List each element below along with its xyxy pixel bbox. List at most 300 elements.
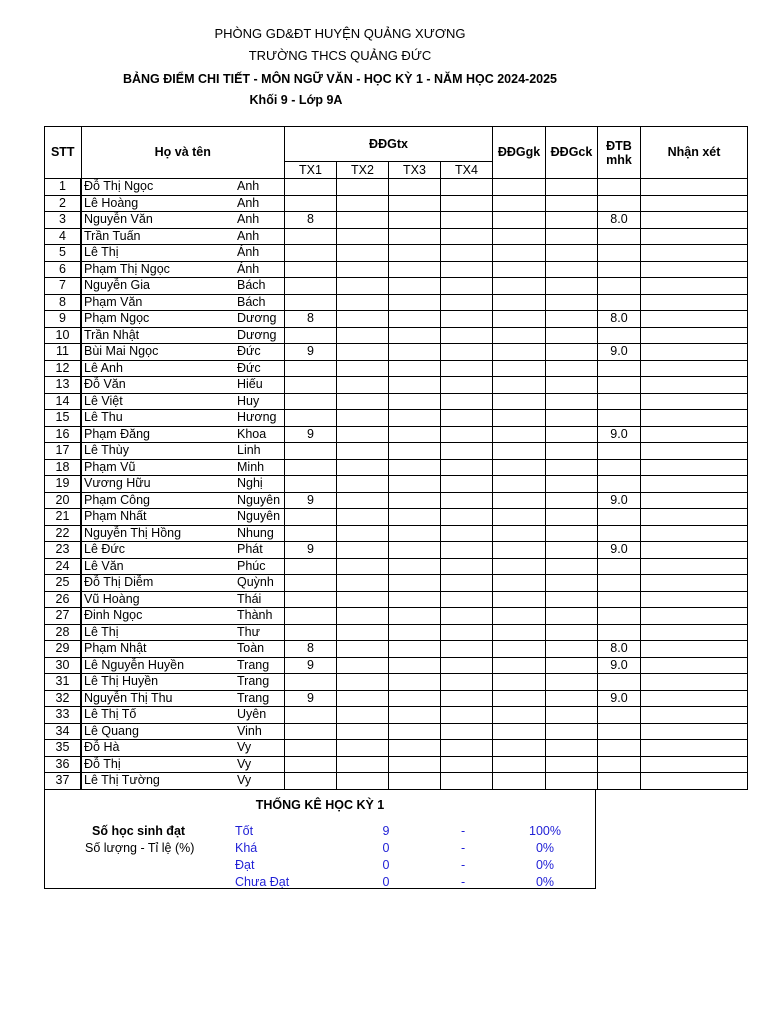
nhanxet-cell (641, 723, 748, 740)
dtb-cell (598, 575, 641, 592)
ddggk-cell (493, 740, 546, 757)
table-row (45, 261, 748, 278)
tx4-cell (441, 228, 493, 245)
statistics-label-ratio: Số lượng - Tỉ lệ (%) (85, 841, 195, 855)
surname-cell: Đỗ Thị Ngọc (81, 179, 235, 196)
ddgck-cell (546, 377, 598, 394)
ddgck-cell (546, 228, 598, 245)
tx1-cell (285, 393, 337, 410)
ddgck-cell (546, 245, 598, 262)
tx3-cell (389, 624, 441, 641)
given-name-cell: Trang (235, 657, 285, 674)
ddgck-cell (546, 459, 598, 476)
rating-percent: 0% (535, 841, 555, 855)
tx2-cell (337, 426, 389, 443)
department-title: PHÒNG GD&ĐT HUYỆN QUẢNG XƯƠNG (214, 26, 466, 41)
given-name-cell: Nhung (235, 525, 285, 542)
statistics-section (44, 790, 596, 889)
nhanxet-cell (641, 294, 748, 311)
stt-cell: 35 (45, 740, 82, 757)
col-header-name: Họ và tên (81, 127, 285, 179)
table-row (45, 525, 748, 542)
given-name-cell: Phát (235, 542, 285, 559)
tx3-cell (389, 591, 441, 608)
ddggk-cell (493, 278, 546, 295)
nhanxet-cell (641, 278, 748, 295)
given-name-cell: Toàn (235, 641, 285, 658)
tx1-cell (285, 773, 337, 790)
ddggk-cell (493, 509, 546, 526)
tx1-cell: 9 (285, 426, 337, 443)
stt-cell: 11 (45, 344, 82, 361)
ddgck-cell (546, 195, 598, 212)
rating-percent: 0% (535, 875, 555, 889)
ddggk-cell (493, 245, 546, 262)
col-header-nhanxet: Nhận xét (641, 127, 748, 179)
tx2-cell (337, 542, 389, 559)
dtb-cell (598, 756, 641, 773)
surname-cell: Lê Thị (81, 624, 235, 641)
dtb-cell: 9.0 (598, 426, 641, 443)
dtb-cell (598, 327, 641, 344)
stt-cell: 3 (45, 212, 82, 229)
tx1-cell (285, 294, 337, 311)
col-header-stt: STT (45, 127, 82, 179)
tx3-cell (389, 608, 441, 625)
tx2-cell (337, 591, 389, 608)
nhanxet-cell (641, 525, 748, 542)
ddgck-cell (546, 393, 598, 410)
tx3-cell (389, 393, 441, 410)
col-header-tx4: TX4 (441, 162, 493, 179)
nhanxet-cell (641, 740, 748, 757)
given-name-cell: Thành (235, 608, 285, 625)
ddggk-cell (493, 459, 546, 476)
surname-cell: Vũ Hoàng (81, 591, 235, 608)
ddgck-cell (546, 426, 598, 443)
tx4-cell (441, 179, 493, 196)
tx1-cell (285, 756, 337, 773)
stt-cell: 8 (45, 294, 82, 311)
tx1-cell: 8 (285, 641, 337, 658)
tx3-cell (389, 641, 441, 658)
surname-cell: Lê Việt (81, 393, 235, 410)
table-row (45, 278, 748, 295)
tx4-cell (441, 542, 493, 559)
tx3-cell (389, 459, 441, 476)
stt-cell: 31 (45, 674, 82, 691)
nhanxet-cell (641, 690, 748, 707)
surname-cell: Nguyễn Văn (81, 212, 235, 229)
stt-cell: 5 (45, 245, 82, 262)
given-name-cell: Hương (235, 410, 285, 427)
nhanxet-cell (641, 624, 748, 641)
stt-cell: 36 (45, 756, 82, 773)
surname-cell: Phạm Nhật (81, 641, 235, 658)
table-row (45, 558, 748, 575)
surname-cell: Đỗ Văn (81, 377, 235, 394)
nhanxet-cell (641, 591, 748, 608)
nhanxet-cell (641, 228, 748, 245)
ddggk-cell (493, 542, 546, 559)
tx2-cell (337, 327, 389, 344)
stt-cell: 10 (45, 327, 82, 344)
dtb-cell: 9.0 (598, 542, 641, 559)
table-row (45, 542, 748, 559)
stt-cell: 13 (45, 377, 82, 394)
surname-cell: Phạm Vũ (81, 459, 235, 476)
tx1-cell (285, 195, 337, 212)
surname-cell: Phạm Công (81, 492, 235, 509)
surname-cell: Lê Thị Tường (81, 773, 235, 790)
tx2-cell (337, 492, 389, 509)
table-row (45, 641, 748, 658)
stt-cell: 24 (45, 558, 82, 575)
rating-count: 0 (382, 875, 390, 889)
given-name-cell: Dương (235, 311, 285, 328)
stt-cell: 6 (45, 261, 82, 278)
ddggk-cell (493, 773, 546, 790)
given-name-cell: Phúc (235, 558, 285, 575)
nhanxet-cell (641, 360, 748, 377)
dtb-cell (598, 476, 641, 493)
tx1-cell (285, 740, 337, 757)
tx2-cell (337, 294, 389, 311)
tx4-cell (441, 740, 493, 757)
nhanxet-cell (641, 344, 748, 361)
tx4-cell (441, 443, 493, 460)
ddggk-cell (493, 657, 546, 674)
tx3-cell (389, 575, 441, 592)
dtb-cell (598, 707, 641, 724)
tx3-cell (389, 228, 441, 245)
table-row (45, 608, 748, 625)
ddgck-cell (546, 443, 598, 460)
ddggk-cell (493, 228, 546, 245)
tx2-cell (337, 360, 389, 377)
dtb-cell (598, 723, 641, 740)
stt-cell: 12 (45, 360, 82, 377)
tx1-cell (285, 509, 337, 526)
ddgck-cell (546, 525, 598, 542)
dtb-cell (598, 740, 641, 757)
surname-cell: Lê Thu (81, 410, 235, 427)
dtb-cell (598, 525, 641, 542)
ddggk-cell (493, 344, 546, 361)
dtb-cell (598, 410, 641, 427)
table-row (45, 591, 748, 608)
tx2-cell (337, 723, 389, 740)
tx1-cell (285, 443, 337, 460)
surname-cell: Lê Thị (81, 245, 235, 262)
ddgck-cell (546, 707, 598, 724)
table-row (45, 311, 748, 328)
rating-name: Khá (235, 841, 258, 855)
rating-dash: - (461, 841, 466, 855)
tx1-cell (285, 723, 337, 740)
nhanxet-cell (641, 195, 748, 212)
given-name-cell: Quỳnh (235, 575, 285, 592)
tx3-cell (389, 261, 441, 278)
nhanxet-cell (641, 509, 748, 526)
stt-cell: 14 (45, 393, 82, 410)
tx4-cell (441, 657, 493, 674)
tx2-cell (337, 261, 389, 278)
tx1-cell (285, 674, 337, 691)
dtb-cell (598, 624, 641, 641)
tx3-cell (389, 723, 441, 740)
stt-cell: 22 (45, 525, 82, 542)
statistics-row (45, 841, 595, 858)
rating-count: 0 (382, 858, 390, 872)
surname-cell: Vương Hữu (81, 476, 235, 493)
dtb-cell (598, 360, 641, 377)
tx4-cell (441, 393, 493, 410)
nhanxet-cell (641, 261, 748, 278)
dtb-cell (598, 245, 641, 262)
tx3-cell (389, 756, 441, 773)
stt-cell: 7 (45, 278, 82, 295)
dtb-cell (598, 558, 641, 575)
ddgck-cell (546, 723, 598, 740)
tx4-cell (441, 278, 493, 295)
stt-cell: 26 (45, 591, 82, 608)
nhanxet-cell (641, 773, 748, 790)
tx4-cell (441, 624, 493, 641)
surname-cell: Lê Thị Huyền (81, 674, 235, 691)
ddggk-cell (493, 641, 546, 658)
tx2-cell (337, 558, 389, 575)
tx1-cell (285, 179, 337, 196)
ddggk-cell (493, 426, 546, 443)
ddggk-cell (493, 525, 546, 542)
nhanxet-cell (641, 575, 748, 592)
table-row (45, 674, 748, 691)
table-row (45, 360, 748, 377)
surname-cell: Lê Văn (81, 558, 235, 575)
stt-cell: 30 (45, 657, 82, 674)
ddgck-cell (546, 509, 598, 526)
given-name-cell: Vinh (235, 723, 285, 740)
surname-cell: Phạm Thị Ngọc (81, 261, 235, 278)
tx3-cell (389, 674, 441, 691)
dtb-cell (598, 509, 641, 526)
tx1-cell: 8 (285, 212, 337, 229)
stt-cell: 9 (45, 311, 82, 328)
tx3-cell (389, 509, 441, 526)
tx1-cell (285, 608, 337, 625)
surname-cell: Lê Thùy (81, 443, 235, 460)
nhanxet-cell (641, 608, 748, 625)
nhanxet-cell (641, 410, 748, 427)
tx1-cell: 9 (285, 690, 337, 707)
given-name-cell: Hiếu (235, 377, 285, 394)
tx3-cell (389, 558, 441, 575)
table-row (45, 773, 748, 790)
stt-cell: 17 (45, 443, 82, 460)
stt-cell: 19 (45, 476, 82, 493)
dtb-cell: 9.0 (598, 657, 641, 674)
tx3-cell (389, 773, 441, 790)
tx1-cell (285, 377, 337, 394)
ddggk-cell (493, 294, 546, 311)
tx2-cell (337, 443, 389, 460)
nhanxet-cell (641, 377, 748, 394)
stt-cell: 25 (45, 575, 82, 592)
tx3-cell (389, 179, 441, 196)
nhanxet-cell (641, 327, 748, 344)
table-row (45, 509, 748, 526)
rating-dash: - (461, 875, 466, 889)
dtb-cell (598, 377, 641, 394)
stt-cell: 18 (45, 459, 82, 476)
dtb-cell: 8.0 (598, 212, 641, 229)
ddgck-cell (546, 740, 598, 757)
tx3-cell (389, 740, 441, 757)
dtb-cell (598, 228, 641, 245)
tx1-cell (285, 261, 337, 278)
given-name-cell: Vy (235, 773, 285, 790)
tx2-cell (337, 690, 389, 707)
col-header-tx1: TX1 (285, 162, 337, 179)
tx3-cell (389, 410, 441, 427)
tx3-cell (389, 476, 441, 493)
tx2-cell (337, 657, 389, 674)
table-row (45, 575, 748, 592)
stt-cell: 2 (45, 195, 82, 212)
tx1-cell (285, 624, 337, 641)
tx4-cell (441, 509, 493, 526)
surname-cell: Phạm Văn (81, 294, 235, 311)
ddgck-cell (546, 756, 598, 773)
ddggk-cell (493, 690, 546, 707)
dtb-cell (598, 608, 641, 625)
tx4-cell (441, 327, 493, 344)
surname-cell: Đỗ Thị (81, 756, 235, 773)
tx4-cell (441, 756, 493, 773)
ddggk-cell (493, 212, 546, 229)
table-row (45, 707, 748, 724)
tx2-cell (337, 525, 389, 542)
tx4-cell (441, 707, 493, 724)
tx3-cell (389, 311, 441, 328)
dtb-cell (598, 773, 641, 790)
table-row (45, 690, 748, 707)
given-name-cell: Vy (235, 740, 285, 757)
stt-cell: 29 (45, 641, 82, 658)
rating-dash: - (461, 824, 466, 838)
nhanxet-cell (641, 245, 748, 262)
ddggk-cell (493, 608, 546, 625)
stt-cell: 34 (45, 723, 82, 740)
tx1-cell (285, 228, 337, 245)
tx4-cell (441, 575, 493, 592)
ddgck-cell (546, 575, 598, 592)
tx3-cell (389, 426, 441, 443)
tx2-cell (337, 707, 389, 724)
tx2-cell (337, 245, 389, 262)
grade-table (44, 126, 748, 790)
ddgck-cell (546, 344, 598, 361)
stt-cell: 16 (45, 426, 82, 443)
tx4-cell (441, 426, 493, 443)
table-row (45, 327, 748, 344)
school-title: TRƯỜNG THCS QUẢNG ĐỨC (248, 48, 432, 63)
tx2-cell (337, 641, 389, 658)
nhanxet-cell (641, 311, 748, 328)
ddgck-cell (546, 410, 598, 427)
tx2-cell (337, 756, 389, 773)
ddgck-cell (546, 212, 598, 229)
tx2-cell (337, 674, 389, 691)
table-row (45, 756, 748, 773)
dtb-cell (598, 179, 641, 196)
tx1-cell (285, 575, 337, 592)
tx2-cell (337, 476, 389, 493)
surname-cell: Đinh Ngọc (81, 608, 235, 625)
nhanxet-cell (641, 657, 748, 674)
tx2-cell (337, 278, 389, 295)
tx4-cell (441, 608, 493, 625)
tx2-cell (337, 740, 389, 757)
rating-name: Tốt (235, 824, 254, 838)
col-header-ddgtx: ĐĐGtx (285, 127, 493, 162)
tx2-cell (337, 179, 389, 196)
nhanxet-cell (641, 393, 748, 410)
rating-name: Chưa Đạt (235, 875, 290, 889)
surname-cell: Đỗ Thị Diễm (81, 575, 235, 592)
stt-cell: 27 (45, 608, 82, 625)
tx2-cell (337, 410, 389, 427)
ddggk-cell (493, 674, 546, 691)
given-name-cell: Huy (235, 393, 285, 410)
dtb-cell: 9.0 (598, 492, 641, 509)
ddgck-cell (546, 624, 598, 641)
tx1-cell (285, 476, 337, 493)
ddgck-cell (546, 492, 598, 509)
nhanxet-cell (641, 542, 748, 559)
ddgck-cell (546, 327, 598, 344)
ddggk-cell (493, 723, 546, 740)
statistics-title: THỐNG KÊ HỌC KỲ 1 (255, 798, 385, 812)
ddgck-cell (546, 278, 598, 295)
table-row (45, 195, 748, 212)
tx1-cell: 9 (285, 344, 337, 361)
tx3-cell (389, 327, 441, 344)
nhanxet-cell (641, 179, 748, 196)
tx1-cell (285, 558, 337, 575)
given-name-cell: Anh (235, 195, 285, 212)
ddgck-cell (546, 294, 598, 311)
dtb-cell (598, 278, 641, 295)
tx1-cell (285, 278, 337, 295)
given-name-cell: Ánh (235, 261, 285, 278)
ddggk-cell (493, 311, 546, 328)
stt-cell: 28 (45, 624, 82, 641)
tx4-cell (441, 492, 493, 509)
tx2-cell (337, 509, 389, 526)
tx2-cell (337, 459, 389, 476)
given-name-cell: Thái (235, 591, 285, 608)
rating-percent: 0% (535, 858, 555, 872)
ddggk-cell (493, 195, 546, 212)
table-row (45, 476, 748, 493)
tx2-cell (337, 608, 389, 625)
tx1-cell (285, 410, 337, 427)
given-name-cell: Ánh (235, 245, 285, 262)
dtb-cell: 8.0 (598, 641, 641, 658)
ddgck-cell (546, 311, 598, 328)
